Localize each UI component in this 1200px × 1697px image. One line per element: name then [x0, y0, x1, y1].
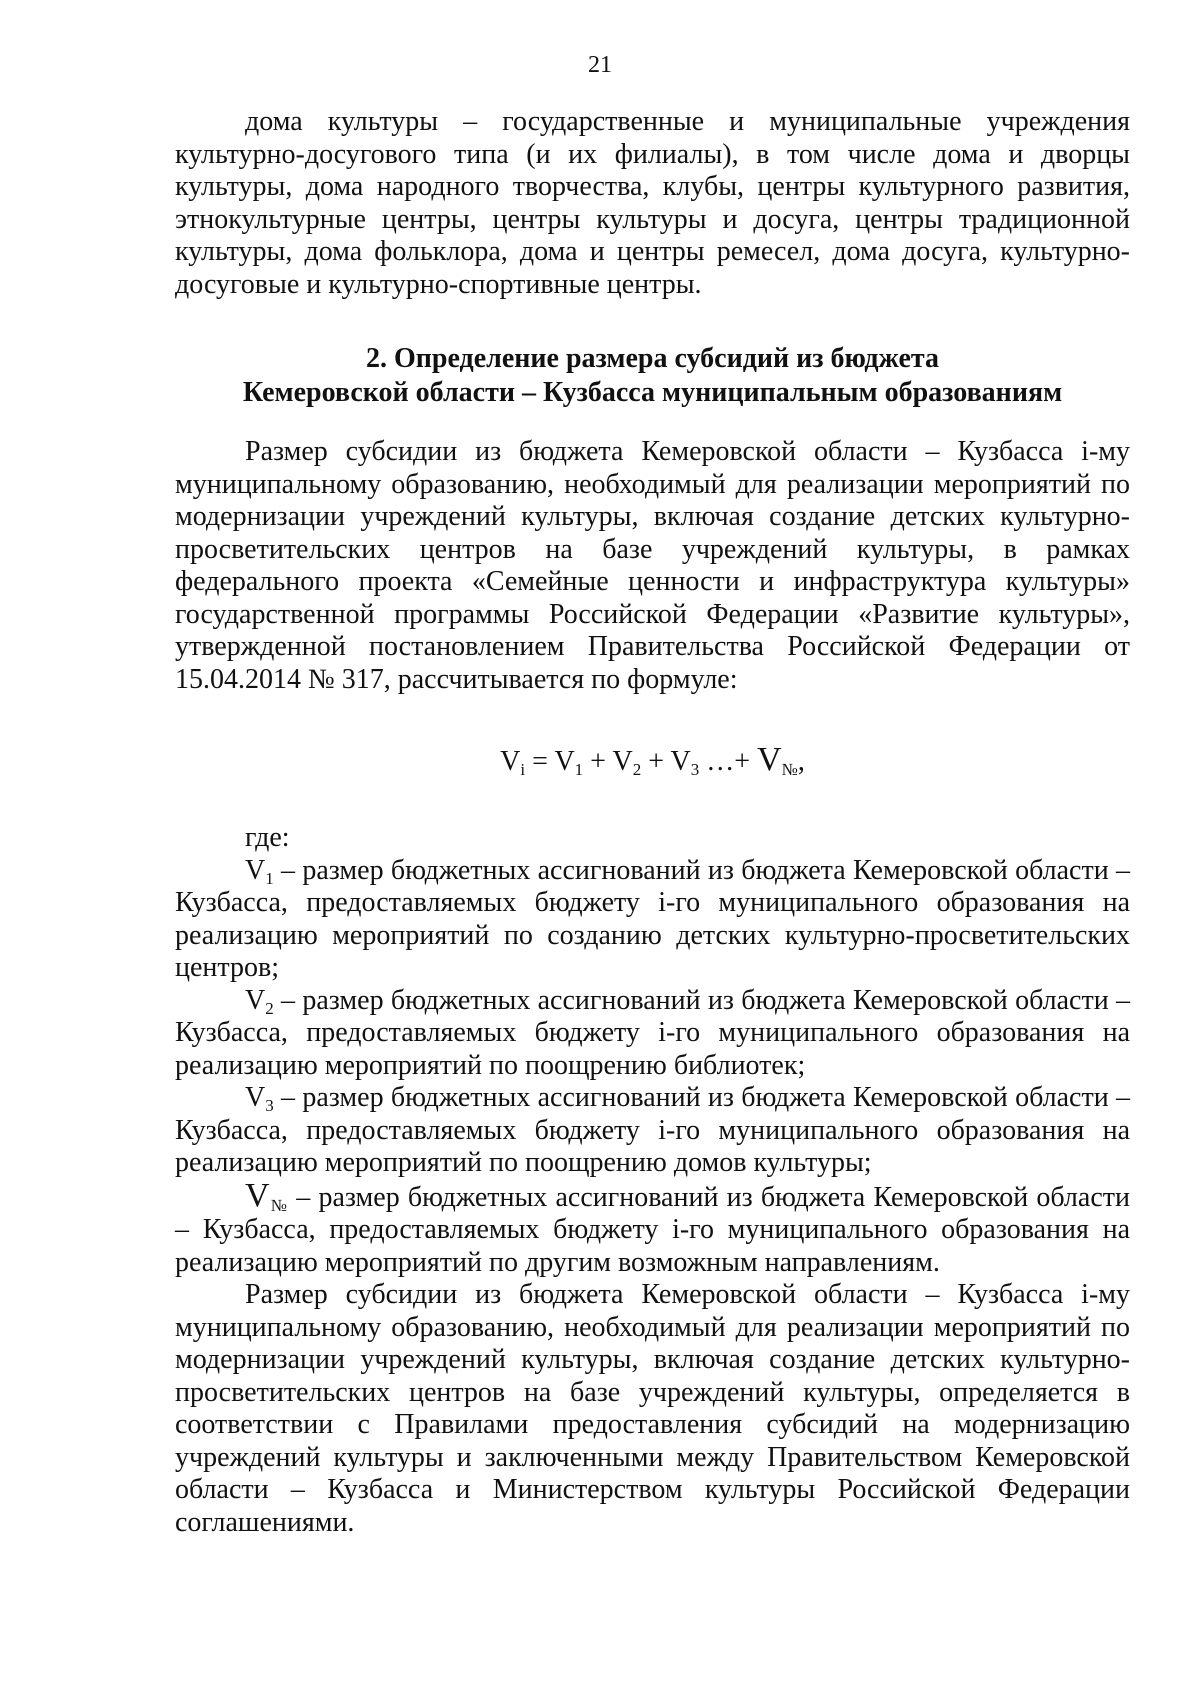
main-paragraph: Размер субсидии из бюджета Кемеровской области – Кузбасса i-му муниципальному образованию, необходимый для реализации мероприятий по модернизации учреждений культуры, включая создание детских культурно-просветительских центров на базе учреждений культуры, в рамках федерального проекта «Семейные ценности и инфраструктура культуры» государственной программы Российской Федерации «Развитие культуры», утвержденной постановлением Правительства Российской Федерации от 15.04.2014 № 317, рассчитывается по формуле:: [175, 436, 1130, 695]
definition-v1: $V_1$ – размер бюджетных ассигнований из бюджета Кемеровской области – Кузбасса, предоставляемых бюджету i-го муниципального образования на реализацию мероприятий по созданию детских культурно-просветительских центров;: [175, 854, 1130, 983]
definition-v3: $V_3$ – размер бюджетных ассигнований из бюджета Кемеровской области – Кузбасса, предоставляемых бюджету i-го муниципального образования на реализацию мероприятий по поощрению домов культуры;: [175, 1082, 1130, 1178]
formula-plus: +: [583, 746, 613, 777]
page-number: 21: [588, 52, 612, 78]
formula: [175, 742, 1130, 780]
formula-equals: =: [525, 746, 555, 777]
definition-v2: $V_2$ – размер бюджетных ассигнований из бюджета Кемеровской области – Кузбасса, предоставляемых бюджету i-го муниципального образования на реализацию мероприятий по поощрению библиотек;: [175, 984, 1130, 1081]
intro-paragraph: дома культуры – государственные и муниципальные учреждения культурно-досугового типа (и их филиалы), в том числе дома и дворцы культуры, дома народного творчества, клубы, центры культурного развития, этнокультурные центры, центры культуры и досуга, центры традиционной культуры, дома фольклора, дома и центры ремесел, дома досуга, культурно-досуговые и культурно-спортивные центры.: [175, 106, 1130, 300]
formula-v-3: $V_3$: [670, 746, 700, 779]
final-paragraph: Размер субсидии из бюджета Кемеровской области – Кузбасса i-му муниципальному образованию, необходимый для реализации мероприятий по модернизации учреждений культуры, включая создание детских культурно-просветительских центров на базе учреждений культуры, определяется в соответствии с Правилами предоставления субсидий на модернизацию учреждений культуры и заключенными между Правительством Кемеровской области – Кузбасса и Министерством культуры Российской Федерации соглашениями.: [175, 1279, 1130, 1538]
formula-v-i: $V_i$: [500, 746, 526, 779]
definition-vn: $V_№$ – размер бюджетных ассигнований из бюджета Кемеровской области – Кузбасса, предоставляемых бюджету i-го муниципального образования на реализацию мероприятий по другим возможным направлениям.: [175, 1176, 1130, 1278]
where-label: где:: [245, 822, 290, 853]
intro-block: [175, 106, 1130, 301]
main-block: [175, 436, 1130, 696]
section-heading: [175, 342, 1130, 410]
formula-v-1: $V_1$: [554, 746, 584, 779]
formula-ellipsis-plus: …+: [699, 746, 758, 777]
formula-v-2: $V_2$: [612, 746, 642, 779]
formula-v-n: $V_№$: [757, 741, 798, 779]
section-heading-line-1: 2. Определение размера субсидий из бюджета: [366, 343, 939, 374]
formula-plus: +: [641, 746, 671, 777]
section-heading-line-2: Кемеровской области – Кузбасса муниципальным образованиям: [242, 377, 1063, 408]
formula-tail: ,: [797, 746, 805, 777]
definitions-block: [175, 822, 1130, 1539]
